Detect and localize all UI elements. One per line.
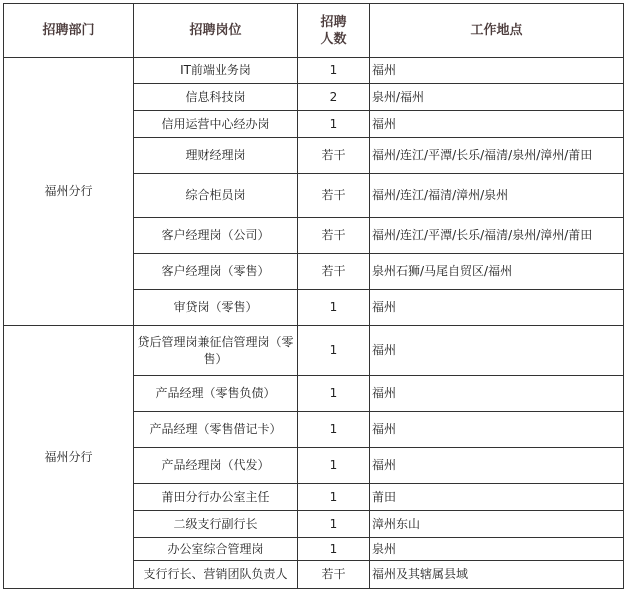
- count-cell: 若干: [298, 218, 370, 254]
- location-cell: 莆田: [370, 484, 624, 511]
- count-cell: 1: [298, 538, 370, 561]
- position-cell: 贷后管理岗兼征信管理岗（零售）: [134, 326, 298, 376]
- count-cell: 若干: [298, 138, 370, 174]
- position-cell: IT前端业务岗: [134, 58, 298, 84]
- dept-cell: 福州分行: [4, 326, 134, 589]
- count-cell: 若干: [298, 174, 370, 218]
- location-cell: 漳州东山: [370, 511, 624, 538]
- position-cell: 信用运营中心经办岗: [134, 111, 298, 138]
- count-cell: 1: [298, 448, 370, 484]
- position-cell: 办公室综合管理岗: [134, 538, 298, 561]
- location-cell: 泉州/福州: [370, 84, 624, 111]
- table-row: [4, 58, 624, 84]
- position-cell: 理财经理岗: [134, 138, 298, 174]
- position-cell: 莆田分行办公室主任: [134, 484, 298, 511]
- location-cell: 福州/连江/福清/漳州/泉州: [370, 174, 624, 218]
- count-cell: 若干: [298, 254, 370, 290]
- location-cell: 泉州石狮/马尾自贸区/福州: [370, 254, 624, 290]
- header-dept: 招聘部门: [4, 4, 134, 58]
- count-cell: 若干: [298, 561, 370, 589]
- recruitment-table: [3, 3, 624, 589]
- position-cell: 综合柜员岗: [134, 174, 298, 218]
- position-cell: 客户经理岗（零售）: [134, 254, 298, 290]
- position-cell: 支行行长、营销团队负责人: [134, 561, 298, 589]
- header-count: 招聘人数: [298, 4, 370, 58]
- position-cell: 审贷岗（零售）: [134, 290, 298, 326]
- position-cell: 产品经理（零售借记卡）: [134, 412, 298, 448]
- count-cell: 1: [298, 326, 370, 376]
- location-cell: 福州/连江/平潭/长乐/福清/泉州/漳州/莆田: [370, 218, 624, 254]
- position-cell: 产品经理（零售负债）: [134, 376, 298, 412]
- count-cell: 1: [298, 58, 370, 84]
- header-position: 招聘岗位: [134, 4, 298, 58]
- location-cell: 福州: [370, 376, 624, 412]
- count-cell: 2: [298, 84, 370, 111]
- location-cell: 福州/连江/平潭/长乐/福清/泉州/漳州/莆田: [370, 138, 624, 174]
- count-cell: 1: [298, 111, 370, 138]
- position-cell: 二级支行副行长: [134, 511, 298, 538]
- position-cell: 产品经理岗（代发）: [134, 448, 298, 484]
- count-cell: 1: [298, 412, 370, 448]
- location-cell: 福州: [370, 448, 624, 484]
- location-cell: 福州及其辖属县域: [370, 561, 624, 589]
- count-cell: 1: [298, 511, 370, 538]
- location-cell: 福州: [370, 58, 624, 84]
- dept-cell: 福州分行: [4, 58, 134, 326]
- location-cell: 福州: [370, 111, 624, 138]
- location-cell: 福州: [370, 326, 624, 376]
- table-row: [4, 326, 624, 376]
- position-cell: 客户经理岗（公司）: [134, 218, 298, 254]
- location-cell: 泉州: [370, 538, 624, 561]
- count-cell: 1: [298, 484, 370, 511]
- location-cell: 福州: [370, 290, 624, 326]
- header-row: [4, 4, 624, 58]
- count-cell: 1: [298, 376, 370, 412]
- position-cell: 信息科技岗: [134, 84, 298, 111]
- location-cell: 福州: [370, 412, 624, 448]
- header-location: 工作地点: [370, 4, 624, 58]
- count-cell: 1: [298, 290, 370, 326]
